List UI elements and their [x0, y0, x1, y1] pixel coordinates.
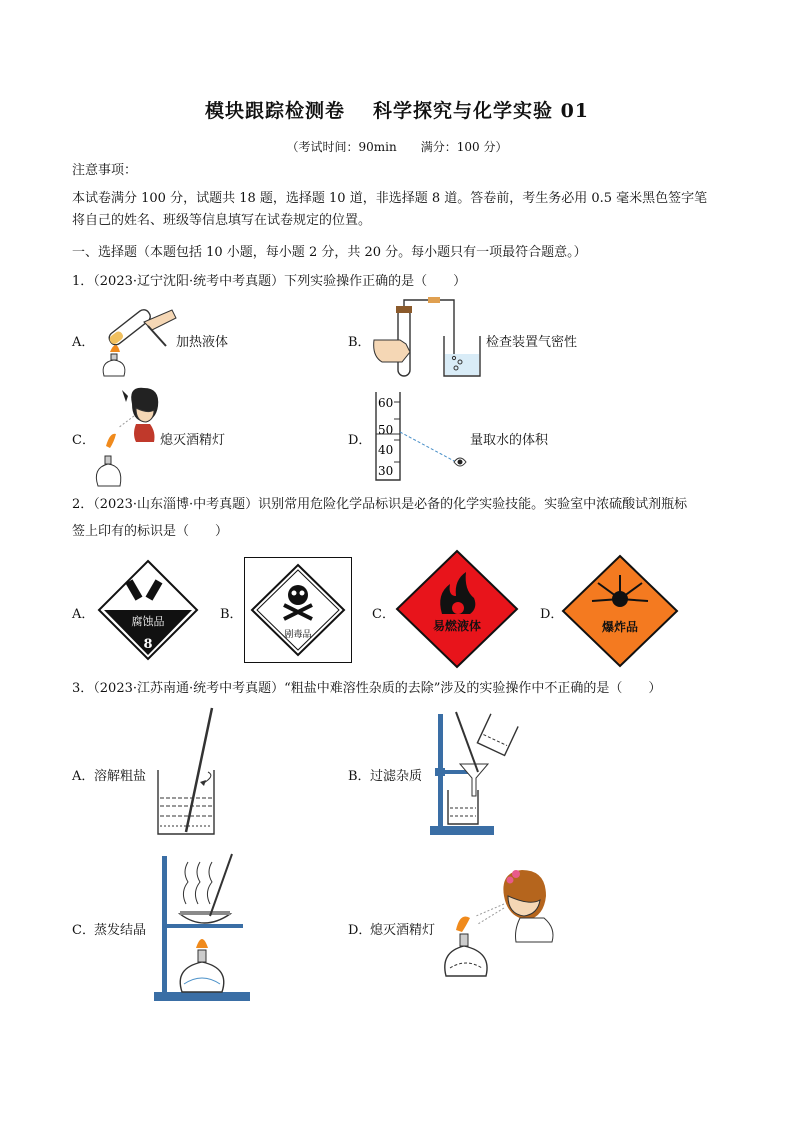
notes-line1: 本试卷满分 100 分，试题共 18 题，选择题 10 道，非选择题 8 道。答卷前，考生务必用 0.5 毫米黑色签字笔: [72, 191, 708, 206]
q2-a-sign-text: 腐蚀品: [131, 615, 165, 628]
q3-c-evaporate-figure: [152, 852, 252, 1002]
section-heading: 一、选择题（本题包括 10 小题，每小题 2 分，共 20 分。每小题只有一项最符合题意。）: [72, 245, 587, 260]
tick-50: 50: [378, 423, 394, 437]
title-right: 科学探究与化学实验 01: [372, 100, 590, 122]
q1-a-heating-liquid-figure: [94, 300, 180, 378]
q2-a-corrosive-sign: [98, 560, 198, 660]
q3-a-letter: A．: [72, 769, 95, 784]
q3-stem: 3．（2023·江苏南通·统考中考真题）“粗盐中难溶性杂质的去除”涉及的实验操作中不正确的是（ ）: [72, 681, 662, 696]
q3-b-text: 过滤杂质: [370, 769, 423, 784]
q3-d-blowing-lamp-figure: [444, 866, 556, 980]
q1-b-text: 检查装置气密性: [486, 335, 578, 350]
q1-stem: 1．（2023·辽宁沈阳·统考中考真题）下列实验操作正确的是（ ）: [72, 274, 467, 289]
q1-b-letter: B．: [348, 335, 371, 350]
q3-a-dissolve-figure: [154, 706, 224, 838]
tick-60: 60: [378, 396, 394, 410]
q3-c-text: 蒸发结晶: [94, 923, 147, 938]
tick-30: 30: [378, 464, 394, 478]
q3-c-letter: C．: [72, 923, 95, 938]
q2-a-letter: A．: [72, 607, 95, 622]
q2-a-sign-num: 8: [143, 637, 153, 652]
q1-a-letter: A．: [72, 335, 95, 350]
q1-c-letter: C．: [72, 433, 95, 448]
q1-a-text: 加热液体: [176, 335, 229, 350]
q1-d-letter: D．: [348, 433, 372, 448]
page-title: [0, 96, 794, 123]
q3-d-text: 熄灭酒精灯: [370, 923, 436, 938]
q1-c-blowing-lamp-figure: [92, 386, 162, 488]
q2-c-flammable-sign: [396, 550, 518, 668]
q2-d-explosive-sign: [562, 555, 678, 667]
q3-a-text: 溶解粗盐: [94, 769, 147, 784]
notes-heading: 注意事项：: [72, 163, 138, 178]
q2-stem-line2: 签上印有的标识是（ ）: [72, 524, 229, 539]
q3-d-letter: D．: [348, 923, 372, 938]
title-left: 模块跟踪检测卷: [204, 100, 345, 122]
q1-b-airtightness-figure: [370, 296, 486, 380]
q2-c-sign-text: 易燃液体: [432, 619, 482, 633]
q1-c-text: 熄灭酒精灯: [160, 433, 226, 448]
q3-b-letter: B．: [348, 769, 371, 784]
q2-d-sign-text: 爆炸品: [601, 620, 639, 634]
q2-b-toxic-sign: [244, 557, 352, 663]
tick-40: 40: [378, 443, 394, 457]
exam-info: （考试时间：90min 满分：100 分）: [286, 140, 508, 154]
notes-line2: 将自己的姓名、班级等信息填写在试卷规定的位置。: [72, 213, 372, 228]
q1-d-text: 量取水的体积: [470, 433, 549, 448]
q3-b-filter-figure: [426, 710, 526, 838]
q1-d-cylinder-figure: [370, 390, 470, 486]
q2-d-letter: D．: [540, 607, 564, 622]
q2-stem-line1: 2．（2023·山东淄博·中考真题）识别常用危险化学品标识是必备的化学实验技能。实验室中浓硫酸试剂瓶标: [72, 497, 688, 512]
q2-b-sign-text: 剧毒品: [284, 630, 312, 640]
q2-c-letter: C．: [372, 607, 395, 622]
q2-b-letter: B．: [220, 607, 243, 622]
